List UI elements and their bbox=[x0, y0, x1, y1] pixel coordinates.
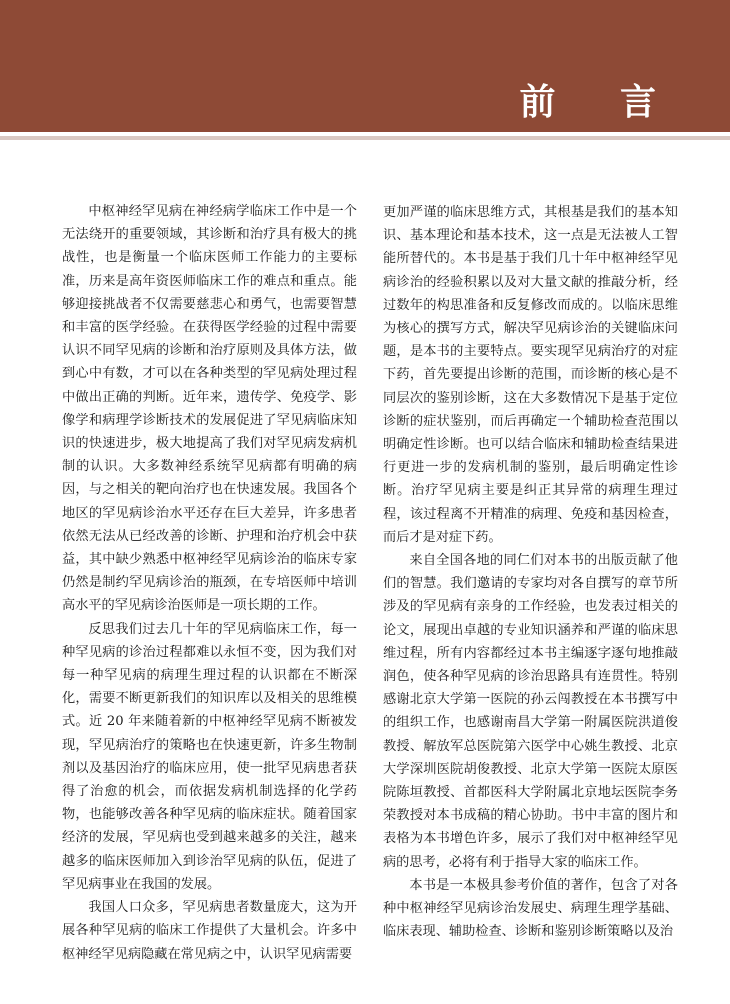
paragraph: 中枢神经罕见病在神经病学临床工作中是一个无法绕开的重要领域，其诊断和治疗具有极大的挑战性，也是衡量一个临床医师工作能力的主要标准，历来是高年资医师临床工作的难点和重点。能够迎接挑战者不仅需要慈悲心和勇气，也需要智慧和丰富的医学经验。在获得医学经验的过程中需要认识不同罕见病的诊断和治疗原则及具体方法，做到心中有数，才可以在各种类型的罕见病处理过程中做出正确的判断。近年来，遗传学、免疫学、影像学和病理学诊断技术的发展促进了罕见病临床知识的快速进步，极大地提高了我们对罕见病发病机制的认识。大多数神经系统罕见病都有明确的病因，与之相关的靶向治疗也在快速发展。我国各个地区的罕见病诊治水平还存在巨大差异，许多患者依然无法从已经改善的诊断、护理和治疗机会中获益，其中缺少熟悉中枢神经罕见病诊治的临床专家仍然是制约罕见病诊治的瓶颈，在专培医师中培训高水平的罕见病诊治医师是一项长期的工作。 bbox=[62, 204, 357, 614]
left-column bbox=[62, 200, 357, 966]
paragraph: 本书是一本极具参考价值的著作，包含了对各种中枢神经罕见病诊治发展史、病理生理学基础、临床表现、辅助检查、诊断和鉴别诊断策略以及治 bbox=[383, 877, 678, 940]
right-column bbox=[383, 201, 678, 944]
header-band bbox=[0, 0, 730, 132]
paragraph: 反思我们过去几十年的罕见病临床工作，每一种罕见病的诊治过程都难以永恒不变，因为我们对每一种罕见病的病理生理过程的认识都在不断深化，需要不断更新我们的知识库以及相关的思维模式。近 20 年来随着新的中枢神经罕见病不断被发现，罕见病治疗的策略也在快速更新，许多生物制剂以及基因治疗的临床应用，使一批罕见病患者获得了治愈的机会，而依据发病机制选择的化学药物，也能够改善各种罕见病的临床症状。随着国家经济的发展，罕见病也受到越来越多的关注，越来越多的临床医师加入到诊治罕见病的队伍，促进了罕见病事业在我国的发展。 bbox=[62, 621, 357, 892]
page-title: 前 言 bbox=[519, 81, 682, 123]
paragraph: 来自全国各地的同仁们对本书的出版贡献了他们的智慧。我们邀请的专家均对各自撰写的章节所涉及的罕见病有亲身的工作经验，也发表过相关的论文，展现出卓越的专业知识涵养和严谨的临床思维过程，所有内容都经过本书主编逐字逐句地推敲润色，使各种罕见病的诊治思路具有连贯性。特别感谢北京大学第一医院的孙云闯教授在本书撰写中的组织工作，也感谢南昌大学第一附属医院洪道俊教授、解放军总医院第六医学中心姚生教授、北京大学深圳医院胡俊教授、北京大学第一医院太原医院陈垣教授、首都医科大学附属北京地坛医院李务荣教授对本书成稿的精心协助。书中丰富的图片和表格为本书增色许多，展示了我们对中枢神经罕见病的思考，必将有利于指导大家的临床工作。 bbox=[383, 553, 678, 870]
paragraph: 我国人口众多，罕见病患者数量庞大，这为开展各种罕见病的临床工作提供了大量机会。许多中枢神经罕见病隐藏在常见病之中，认识罕见病需要 bbox=[62, 900, 357, 962]
paragraph-continued: 更加严谨的临床思维方式，其根基是我们的基本知识、基本理论和基本技术，这一点是无法被人工智能所替代的。本书是基于我们几十年中枢神经罕见病诊治的经验积累以及对大量文献的推敲分析，经过数年的构思准备和反复修改而成的。以临床思维为核心的撰写方式，解决罕见病诊治的关键临床问题，是本书的主要特点。要实现罕见病治疗的对症下药，首先要提出诊断的范围，而诊断的核心是不同层次的鉴别诊断，这在大多数情况下是基于定位诊断的症状鉴别，而后再确定一个辅助检查范围以明确定性诊断。也可以结合临床和辅助检查结果进行更进一步的发病机制的鉴别，最后明确定性诊断。治疗罕见病主要是纠正其异常的病理生理过程，该过程离不开精准的病理、免疫和基因检查，而后才是对症下药。 bbox=[383, 205, 678, 545]
header-divider bbox=[0, 136, 730, 140]
